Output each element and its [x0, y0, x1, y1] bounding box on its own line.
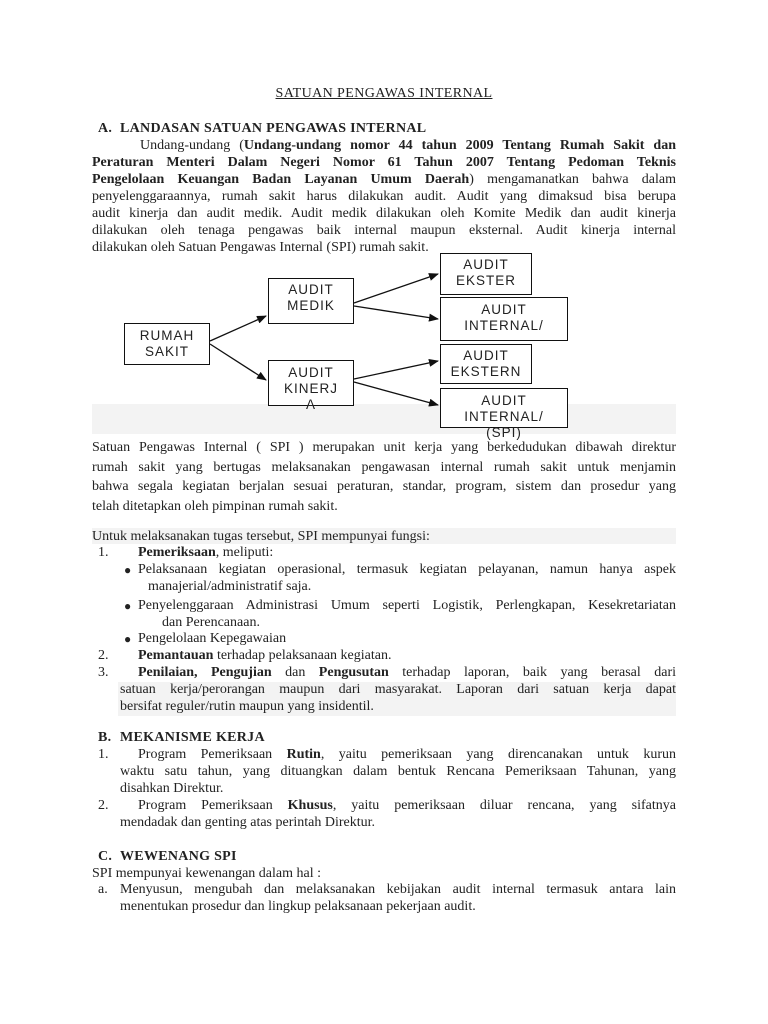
- wewenang-item-a: Menyusun, mengubah dan melaksanakan kebijakan audit internal termasuk antara lain menentukan prosedur dan lingkup pelaksanaan pekerjaan audit.: [120, 882, 676, 914]
- wewenang-item-a-number: a.: [98, 882, 108, 897]
- page-title: SATUAN PENGAWAS INTERNAL: [275, 86, 493, 101]
- arrow-medik-to-ekster: [354, 274, 438, 303]
- fungsi-item-3-cont: satuan kerja/perorangan maupun dari masyarakat. Laporan dari satuan kerja dapat bersifat reguler/rutin maupun yang insidentil.: [120, 682, 676, 714]
- mekanisme-item-1-number: 1.: [98, 747, 109, 762]
- mekanisme-item-2-number: 2.: [98, 798, 109, 813]
- bullet-icon: ●: [124, 599, 132, 613]
- box-rumah-sakit: RUMAH SAKIT: [124, 323, 210, 365]
- mekanisme-item-2: Program Pemeriksaan Khusus, yaitu pemeriksaan diluar rencana, yang sifatnya: [138, 798, 676, 813]
- fungsi-item-1: Pemeriksaan, meliputi:: [138, 545, 274, 560]
- arrow-medik-to-internal: [354, 306, 438, 319]
- section-a-line-6: dilakukan oleh tenaga pengawas baik internal maupun eksternal. Audit kinerja internal: [92, 223, 676, 238]
- fungsi-bullet-2: Penyelenggaraan Administrasi Umum seperti Logistik, Perlengkapan, Kesekretariatan: [138, 598, 676, 613]
- fungsi-bullet-1: Pelaksanaan kegiatan operasional, termasuk kegiatan pelayanan, namun hanya aspek: [138, 562, 676, 577]
- box-audit-medik: AUDIT MEDIK: [268, 278, 354, 324]
- section-b-title: MEKANISME KERJA: [120, 730, 265, 745]
- bullet-icon: ●: [124, 563, 132, 577]
- section-a-line-5: audit kinerja dan audit medik. Audit medik dilakukan oleh Komite Medik dan audit kinerja: [92, 206, 676, 221]
- mekanisme-item-1-cont: waktu satu tahun, yang dituangkan dalam bentuk Rencana Pemeriksaan Tahunan, yang disahkan Direktur.: [120, 764, 676, 796]
- section-a-line-2: Peraturan Menteri Dalam Negeri Nomor 61 Tahun 2007 Tentang Pedoman Teknis: [92, 155, 676, 170]
- section-c-letter: C.: [98, 849, 113, 864]
- section-a-line-1: Undang-undang (Undang-undang nomor 44 tahun 2009 Tentang Rumah Sakit dan: [140, 138, 676, 153]
- fungsi-item-3: Penilaian, Pengujian dan Pengusutan terhadap laporan, baik yang berasal dari: [138, 665, 676, 680]
- arrow-kinerja-to-ekstern: [354, 361, 438, 379]
- box-audit-kinerja: AUDIT KINERJ A: [268, 360, 354, 406]
- box-audit-eksternal-1: AUDIT EKSTER: [440, 253, 532, 295]
- section-c-heading: [98, 849, 237, 865]
- arrow-rs-to-medik: [210, 316, 266, 341]
- fungsi-item-1-number: 1.: [98, 545, 109, 560]
- arrow-kinerja-to-internal: [354, 382, 438, 405]
- section-b-letter: B.: [98, 730, 112, 745]
- fungsi-item-2: Pemantauan terhadap pelaksanaan kegiatan.: [138, 648, 392, 663]
- bullet-icon: ●: [124, 632, 132, 646]
- spi-intro-paragraph: Satuan Pengawas Internal ( SPI ) merupakan unit kerja yang berkedudukan dibawah direktur rumah sakit yang bertugas melaksanakan pengawasan internal rumah sakit untuk menjamin bahwa segala kegiatan berjalan sesuai peraturan, standar, program, sistem dan prosedur yang telah ditetapkan oleh pimpinan rumah sakit.: [92, 440, 676, 514]
- fungsi-list: [0, 545, 768, 715]
- fungsi-bullet-3: Pengelolaan Kepegawaian: [138, 631, 287, 646]
- fungsi-intro: Untuk melaksanakan tugas tersebut, SPI mempunyai fungsi:: [92, 529, 430, 544]
- section-a-line-4: penyelenggaraannya, rumah sakit harus dilakukan audit. Audit yang dimaksud bisa berupa: [92, 189, 676, 204]
- wewenang-list: [0, 882, 768, 922]
- mekanisme-list: [0, 747, 768, 837]
- mekanisme-item-2-cont: mendadak dan genting atas perintah Direktur.: [120, 815, 376, 830]
- section-a-letter: A.: [98, 121, 113, 136]
- section-a-line-7: dilakukan oleh Satuan Pengawas Internal (SPI) rumah sakit.: [92, 240, 429, 255]
- box-audit-eksternal-2: AUDIT EKSTERN: [440, 344, 532, 384]
- box-audit-internal-1: AUDIT INTERNAL/: [440, 297, 568, 341]
- section-c-title: WEWENANG SPI: [120, 849, 237, 864]
- section-a-title: LANDASAN SATUAN PENGAWAS INTERNAL: [120, 121, 427, 136]
- section-b-heading: [98, 730, 265, 746]
- fungsi-item-2-number: 2.: [98, 648, 109, 663]
- mekanisme-item-1: Program Pemeriksaan Rutin, yaitu pemeriksaan yang direncanakan untuk kurun: [138, 747, 676, 762]
- fungsi-bullet-2-cont: dan Perencanaan.: [162, 615, 260, 630]
- wewenang-intro: SPI mempunyai kewenangan dalam hal :: [92, 866, 321, 881]
- arrow-rs-to-kinerja: [210, 344, 266, 380]
- fungsi-bullet-1-cont: manajerial/administratif saja.: [148, 579, 312, 594]
- section-a-line-3: Pengelolaan Keuangan Badan Layanan Umum Daerah) mengamanatkan bahwa dalam: [92, 172, 676, 187]
- box-audit-internal-2: AUDIT INTERNAL/ (SPI): [440, 388, 568, 428]
- fungsi-item-3-number: 3.: [98, 665, 109, 680]
